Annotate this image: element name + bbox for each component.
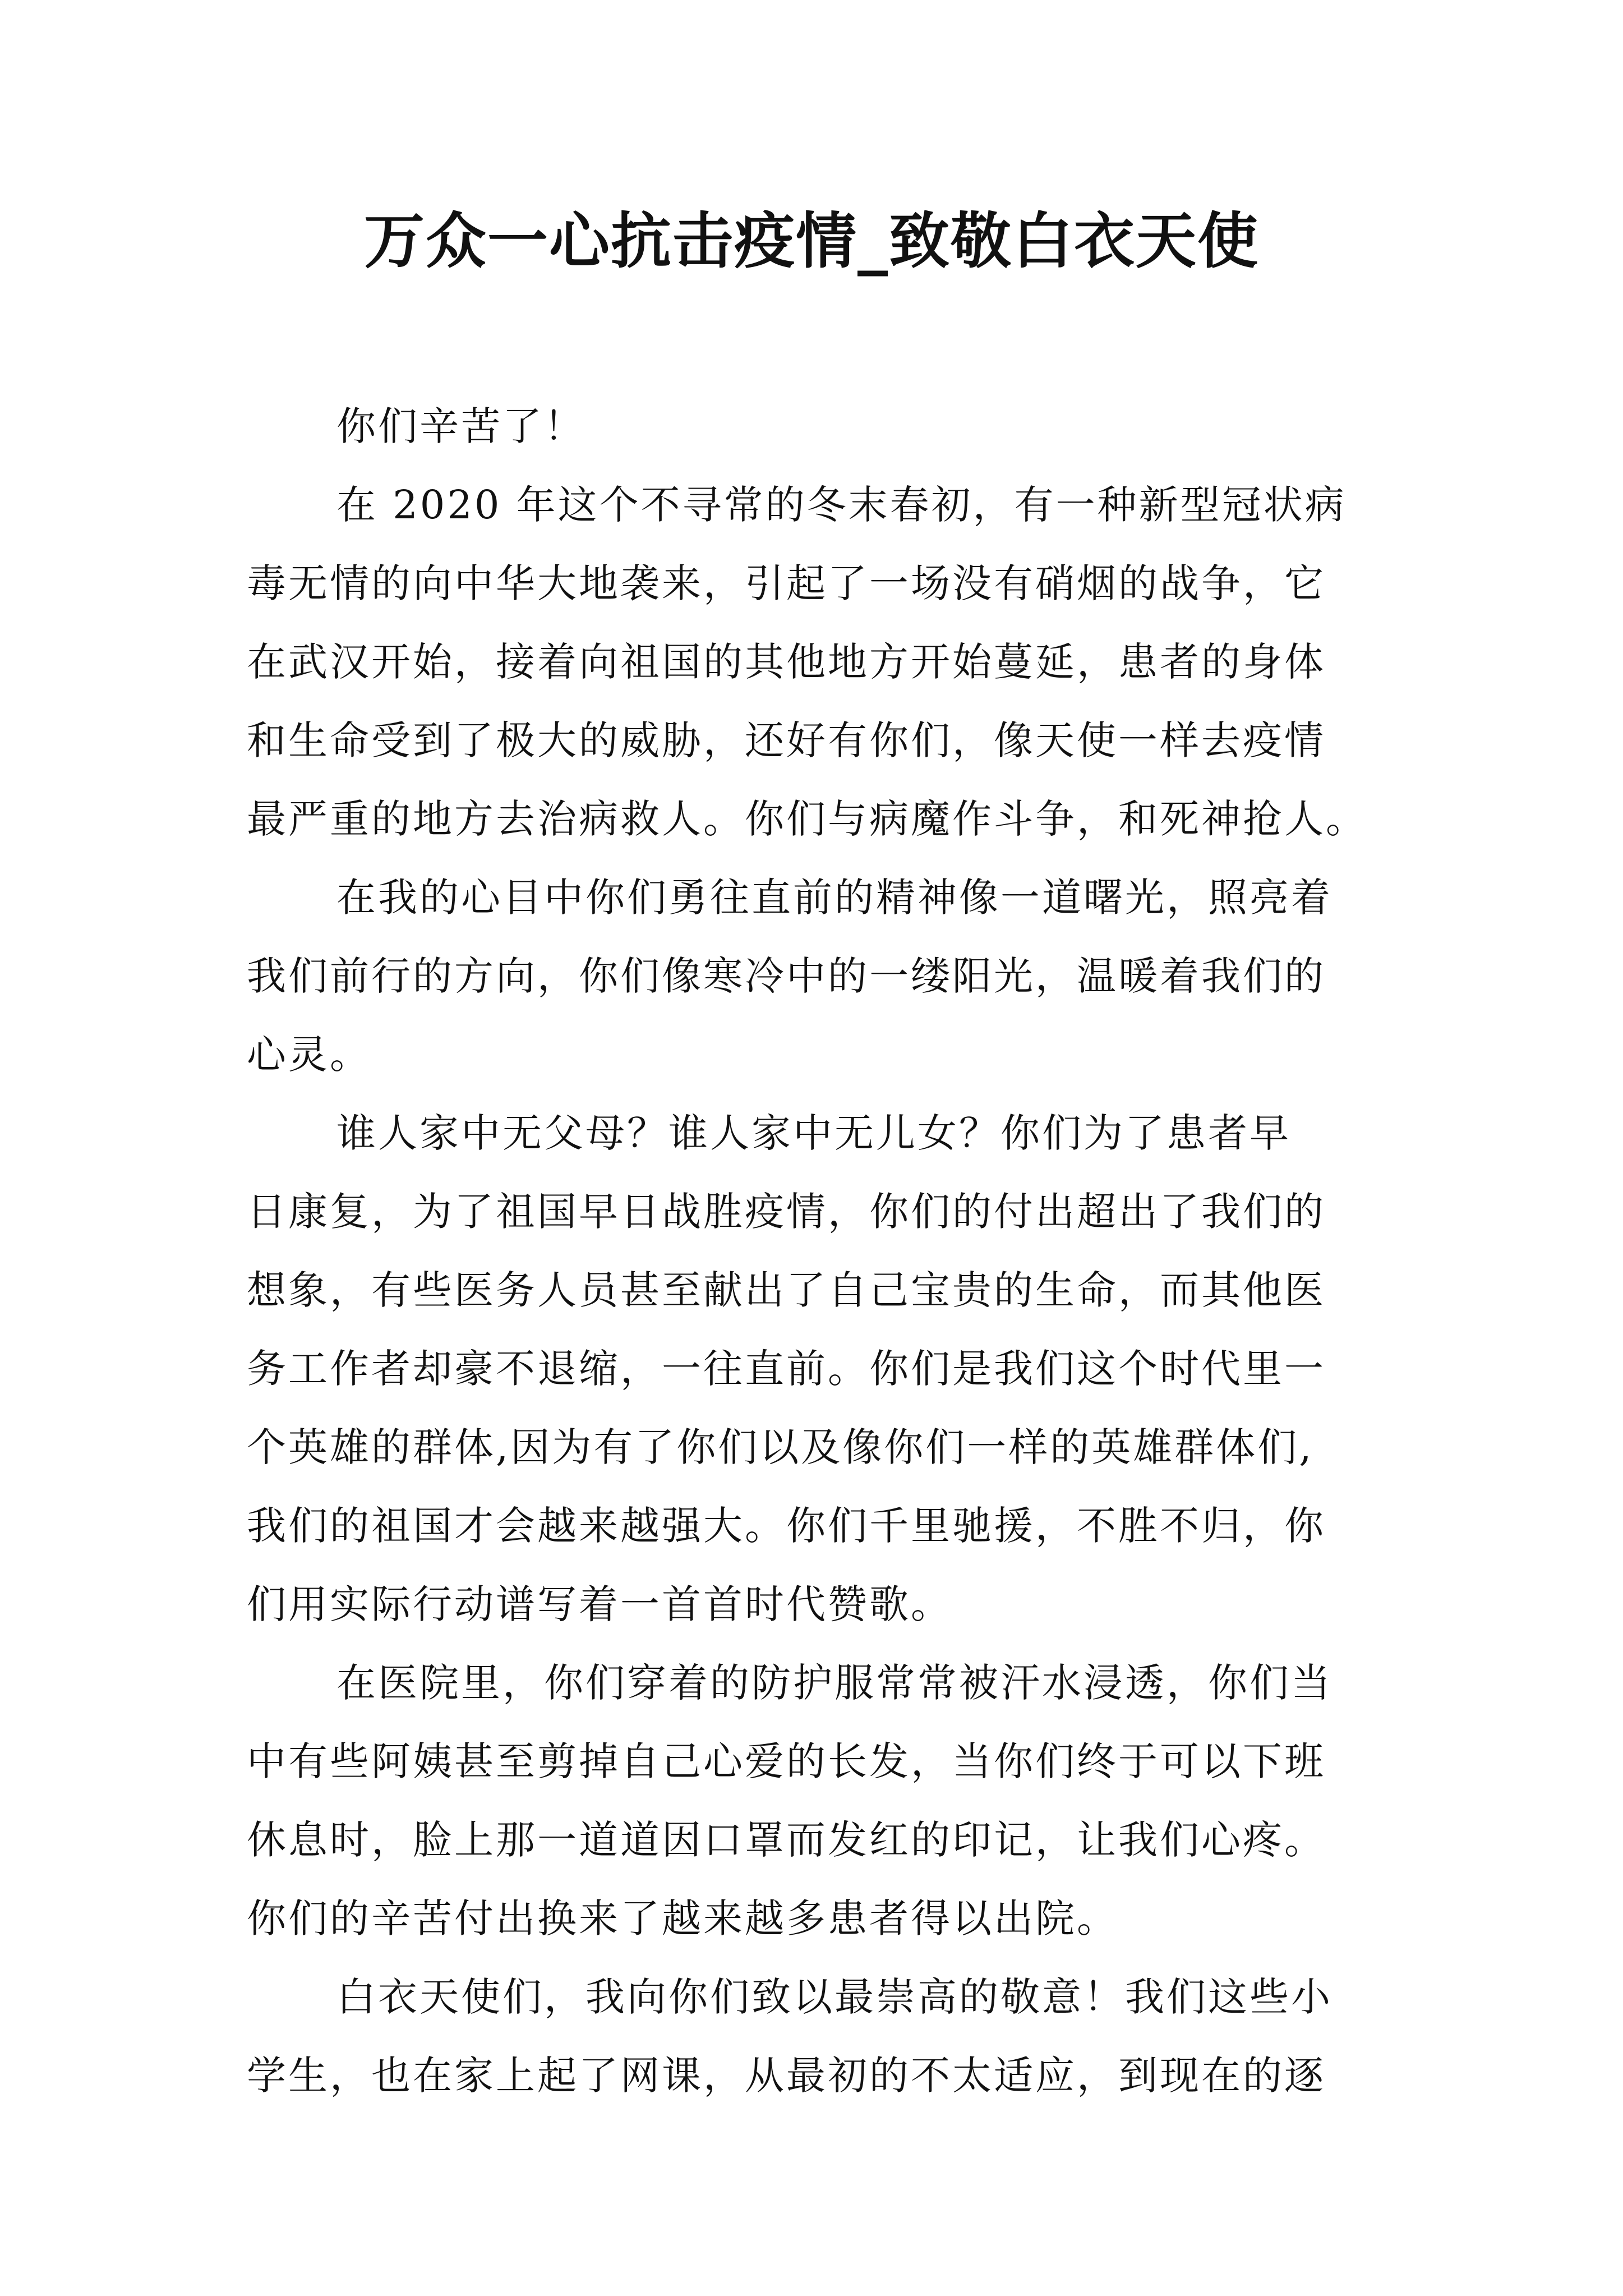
paragraph-heroes	[247, 1094, 1391, 1644]
paragraph-line: 我们前行的方向，你们像寒冷中的一缕阳光，温暖着我们的	[247, 953, 1326, 999]
paragraph-line: 在医院里，你们穿着的防护服常常被汗水浸透，你们当	[336, 1660, 1332, 1706]
paragraph-line: 毒无情的向中华大地袭来，引起了一场没有硝烟的战争，它	[247, 560, 1326, 606]
paragraph-tribute	[247, 1958, 1391, 2115]
paragraph-line: 想象，有些医务人员甚至献出了自己宝贵的生命，而其他医	[247, 1267, 1326, 1313]
paragraph-line: 谁人家中无父母？谁人家中无儿女？你们为了患者早	[336, 1110, 1291, 1156]
paragraph-hospital	[247, 1644, 1391, 1958]
paragraph-line: 在 2020 年这个不寻常的冬末春初，有一种新型冠状病	[336, 482, 1347, 528]
paragraph-line: 白衣天使们，我向你们致以最崇高的敬意！我们这些小	[336, 1974, 1332, 2020]
document-title: 万众一心抗击疫情_致敬白衣天使	[363, 206, 1259, 277]
paragraph-line: 休息时，脸上那一道道因口罩而发红的印记，让我们心疼。	[247, 1817, 1326, 1863]
paragraph-outbreak	[247, 466, 1391, 858]
paragraph-line: 日康复，为了祖国早日战胜疫情，你们的付出超出了我们的	[247, 1189, 1326, 1235]
paragraph-line: 最严重的地方去治病救人。你们与病魔作斗争，和死神抢人。	[247, 796, 1367, 842]
paragraph-line: 你们辛苦了！	[336, 403, 585, 449]
paragraph-line: 务工作者却豪不退缩，一往直前。你们是我们这个时代里一	[247, 1346, 1326, 1392]
paragraph-line: 中有些阿姨甚至剪掉自己心爱的长发，当你们终于可以下班	[247, 1738, 1326, 1784]
paragraph-line: 学生，也在家上起了网课，从最初的不太适应，到现在的逐	[247, 2053, 1326, 2099]
paragraph-line: 你们的辛苦付出换来了越来越多患者得以出院。	[247, 1895, 1118, 1941]
paragraph-line: 在我的心目中你们勇往直前的精神像一道曙光，照亮着	[336, 875, 1332, 921]
paragraph-spirit	[247, 858, 1391, 1094]
paragraph-line: 在武汉开始，接着向祖国的其他地方开始蔓延，患者的身体	[247, 639, 1326, 685]
document-body	[247, 387, 1391, 2115]
paragraph-line: 们用实际行动谱写着一首首时代赞歌。	[247, 1581, 952, 1627]
paragraph-line: 和生命受到了极大的威胁，还好有你们，像天使一样去疫情	[247, 717, 1326, 763]
paragraph-line: 个英雄的群体,因为有了你们以及像你们一样的英雄群体们,	[247, 1424, 1314, 1470]
paragraph-line: 心灵。	[247, 1032, 371, 1078]
paragraph-line: 我们的祖国才会越来越强大。你们千里驰援，不胜不归，你	[247, 1503, 1326, 1549]
paragraph-greeting	[247, 387, 1391, 466]
